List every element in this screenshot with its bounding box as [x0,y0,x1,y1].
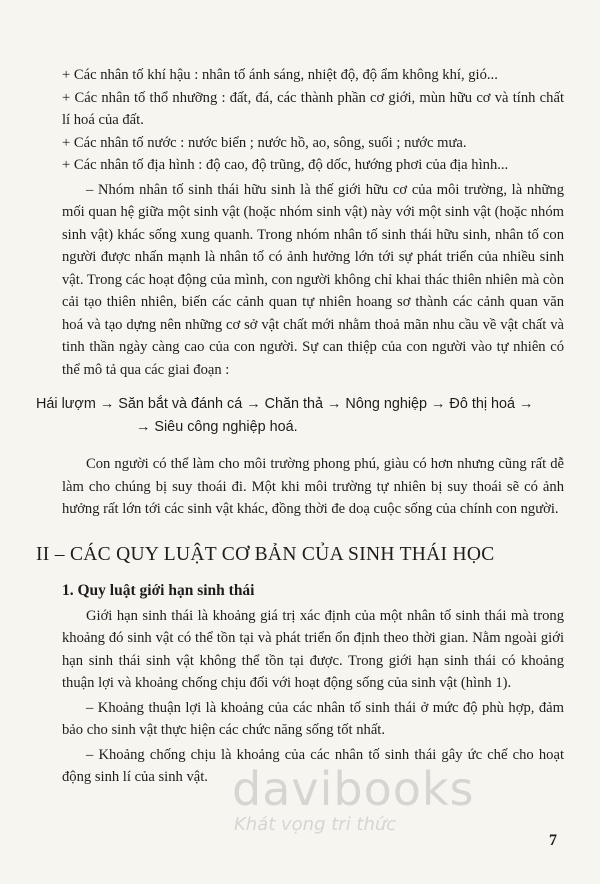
chain-line-2: → Siêu công nghiệp hoá. [136,419,298,435]
section-heading: II – CÁC QUY LUẬT CƠ BẢN CỦA SINH THÁI HỌC [36,543,495,565]
water-factors-item: + Các nhân tố nước : nước biển ; nước hồ, ao, sông, suối ; nước mưa. [62,134,467,151]
page-content [36,64,564,789]
human-stages-chain [36,393,564,439]
biotic-factors-paragraph: – Nhóm nhân tố sinh thái hữu sinh là thế giới hữu cơ của môi trường, là những mối quan hệ giữa một sinh vật (hoặc nhóm sinh vật) này với một sinh vật (hoặc nhóm sinh vật) khác sống xung quanh. Trong nhóm nhân tố sinh thái hữu sinh, nhân tố con người được nhấn mạnh là nhân tố có ảnh hưởng lớn tới sự phát triển của nhiều sinh vật. Trong các hoạt động của mình, con người không chỉ khai thác thiên nhiên mà còn cải tạo thiên nhiên, biến các cảnh quan tự nhiên hoang sơ thành các cảnh quan văn hoá và tạo dựng nên những cơ sở vật chất mới nhằm thoả mãn nhu cầu về vật chất và tinh thần ngày càng cao của con người. Sự can thiệp của con người vào tự nhiên có thể mô tả qua các giai đoạn : [62,181,564,378]
climate-factors-item: + Các nhân tố khí hậu : nhân tố ánh sáng, nhiệt độ, độ ẩm không khí, gió... [62,67,498,83]
favorable-range-paragraph: – Khoảng thuận lợi là khoảng của các nhân tố sinh thái ở mức độ phù hợp, đảm bảo cho sinh vật thực hiện các chức năng sống tốt nhất. [62,699,564,738]
watermark-brand: davibooks [232,762,475,816]
terrain-factors-item: + Các nhân tố địa hình : độ cao, độ trũng, độ dốc, hướng phơi của địa hình... [62,157,509,173]
page-number: 7 [549,832,557,849]
soil-factors-item: + Các nhân tố thổ nhưỡng : đất, đá, các thành phần cơ giới, mùn hữu cơ và tính chất lí hoá của đất. [62,89,564,128]
tolerance-range-paragraph: – Khoảng chống chịu là khoảng của các nhân tố sinh thái gây ức chế cho hoạt động sinh lí của sinh vật. [62,746,564,785]
chain-line-1: Hái lượm → Săn bắt và đánh cá → Chăn thả → Nông nghiệp → Đô thị hoá → [36,396,534,412]
human-impact-paragraph: Con người có thể làm cho môi trường phong phú, giàu có hơn nhưng cũng rất dễ làm cho chúng bị suy thoái đi. Một khi môi trường tự nhiên bị suy thoái sẽ có ảnh hưởng rất lớn tới các sinh vật khác, đồng thời đe doạ cuộc sống của chính con người. [62,456,564,517]
watermark-slogan: Khát vọng tri thức [234,814,397,835]
subsection-heading: 1. Quy luật giới hạn sinh thái [62,581,255,599]
ecological-limit-paragraph: Giới hạn sinh thái là khoảng giá trị xác định của một nhân tố sinh thái mà trong khoảng đó sinh vật có thể tồn tại và phát triển ổn định theo thời gian. Nằm ngoài giới hạn sinh thái sinh vật không thể tồn tại được. Trong giới hạn sinh thái có khoảng thuận lợi và khoảng chống chịu đối với hoạt động sống của sinh vật (hình 1). [62,607,564,691]
